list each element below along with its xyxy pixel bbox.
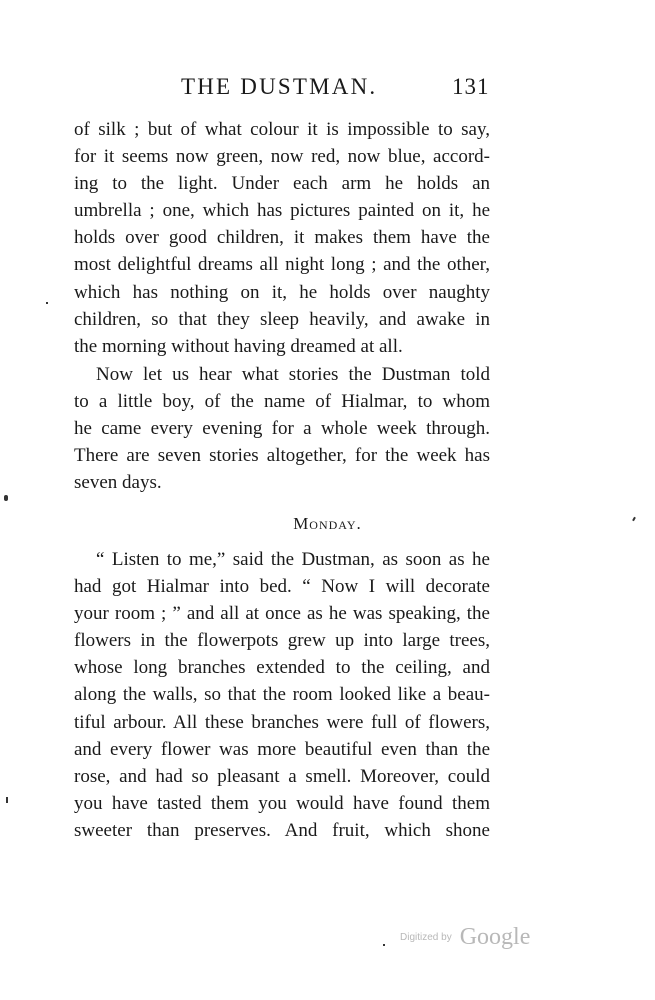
text-line: and every flower was more beautiful even than the [74, 738, 490, 760]
text-line: holds over good children, it makes them have the [74, 227, 490, 249]
section-heading-text: Monday. [293, 514, 362, 533]
text-line: to a little boy, of the name of Hialmar, to whom [74, 391, 490, 413]
text-line: ing to the light. Under each arm he holds an [74, 173, 490, 195]
text-line: of silk ; but of what colour it is impossible to say, [74, 119, 490, 140]
text-line: he came every evening for a whole week through. [74, 418, 490, 440]
scan-speck [46, 302, 48, 304]
watermark-prefix: Digitized by [400, 932, 452, 943]
running-title: THE DUSTMAN. [181, 74, 378, 99]
text-line: for it seems now green, now red, now blue, accord- [74, 146, 490, 168]
text-line: your room ; ” and all at once as he was speaking, the [74, 603, 490, 625]
text-line: seven days. [74, 472, 162, 494]
text-line: umbrella ; one, which has pictures painted on it, he [74, 200, 490, 222]
text-line: which has nothing on it, he holds over naughty [74, 281, 490, 303]
paragraph-stories-intro [74, 361, 490, 496]
paragraph-monday [74, 546, 490, 844]
text-line: the morning without having dreamed at all. [74, 335, 403, 357]
paragraph-continued [74, 116, 490, 360]
text-line: children, so that they sleep heavily, and awake in [74, 308, 490, 330]
text-line: had got Hialmar into bed. “ Now I will decorate [74, 576, 490, 598]
text-line: whose long branches extended to the ceiling, and [74, 657, 490, 679]
section-heading [0, 514, 655, 534]
digitization-watermark [400, 924, 530, 951]
watermark-brand-logo: Google [459, 924, 531, 950]
scan-speck [383, 944, 385, 946]
text-line: flowers in the flowerpots grew up into large trees, [74, 630, 490, 652]
text-line: rose, and had so pleasant a smell. Moreover, could [74, 765, 490, 787]
text-line: tiful arbour. All these branches were full of flowers, [74, 711, 490, 733]
text-line: sweeter than preserves. And fruit, which shone [74, 819, 490, 841]
text-line: Now let us hear what stories the Dustman told [96, 364, 490, 385]
scan-speck [4, 495, 8, 501]
text-line: you have tasted them you would have found them [74, 792, 490, 814]
text-line: most delightful dreams all night long ; and the other, [74, 254, 490, 276]
text-line: along the walls, so that the room looked like a beau- [74, 684, 490, 706]
page-number: 131 [452, 74, 490, 99]
scan-speck [6, 797, 8, 803]
text-line: “ Listen to me,” said the Dustman, as soon as he [96, 549, 490, 570]
running-header [0, 74, 655, 104]
text-line: There are seven stories altogether, for the week has [74, 445, 490, 467]
